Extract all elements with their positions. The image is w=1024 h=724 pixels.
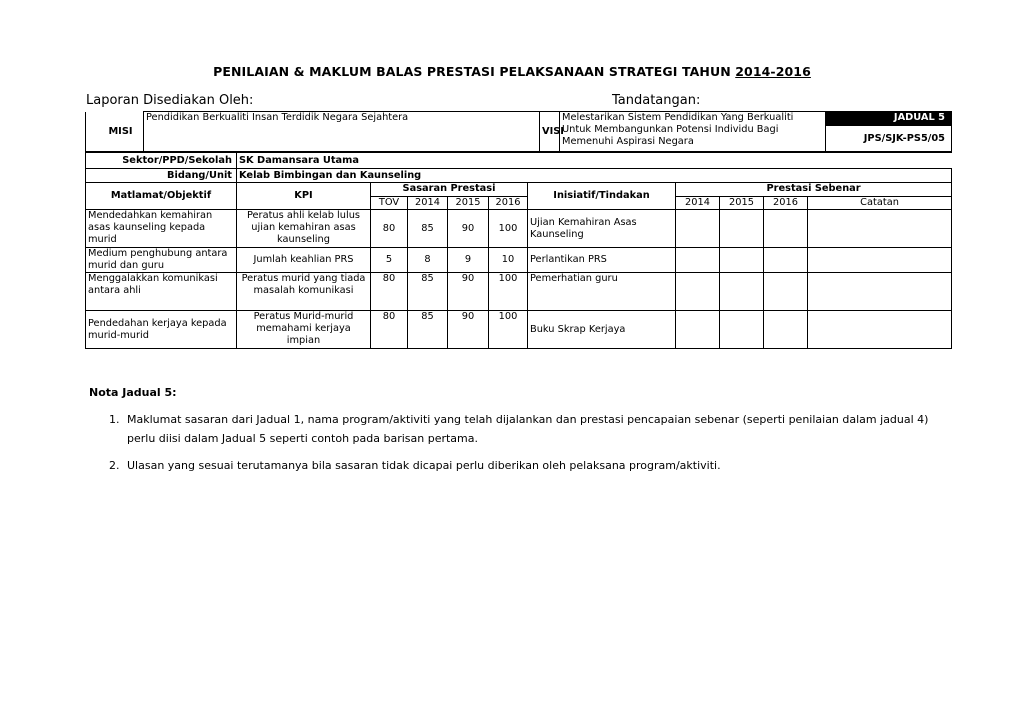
table-row <box>86 248 952 273</box>
visi-label: VISI <box>540 112 560 152</box>
bidang-value: Kelab Bimbingan dan Kaunseling <box>237 169 952 183</box>
form-code: JPS/SJK-PS5/05 <box>826 126 952 152</box>
row-objektif: Pendedahan kerjaya kepada murid-murid <box>86 311 237 349</box>
col-matlamat: Matlamat/Objektif <box>86 183 237 210</box>
bidang-label: Bidang/Unit <box>86 169 237 183</box>
row-s2016: 10 <box>489 248 528 273</box>
prepared-by-label: Laporan Disediakan Oleh: <box>86 93 254 108</box>
row-s2014: 85 <box>408 311 448 349</box>
misi-text: Pendidikan Berkualiti Insan Terdidik Negara Sejahtera <box>144 112 540 152</box>
col-2014: 2014 <box>408 197 448 210</box>
title-main: PENILAIAN & MAKLUM BALAS PRESTASI PELAKSANAAN STRATEGI TAHUN <box>213 64 736 79</box>
sektor-value: SK Damansara Utama <box>237 153 952 169</box>
row-inisiatif: Buku Skrap Kerjaya <box>528 311 676 349</box>
row-s2014: 85 <box>408 273 448 311</box>
row-tov: 80 <box>371 210 408 248</box>
signature-label: Tandatangan: <box>612 93 701 108</box>
mission-vision-table <box>85 111 952 152</box>
col-prestasi-2016: 2016 <box>764 197 808 210</box>
col-sasaran: Sasaran Prestasi <box>371 183 528 197</box>
col-prestasi: Prestasi Sebenar <box>676 183 952 197</box>
row-tov: 80 <box>371 311 408 349</box>
table-row <box>86 311 952 349</box>
row-s2015: 90 <box>448 311 489 349</box>
row-inisiatif: Pemerhatian guru <box>528 273 676 311</box>
note-number: 2. <box>109 459 120 472</box>
misi-label: MISI <box>86 126 144 140</box>
performance-table <box>85 152 952 349</box>
col-inisiatif: Inisiatif/Tindakan <box>528 183 676 210</box>
table-row <box>86 210 952 248</box>
row-objektif: Mendedahkan kemahiran asas kaunseling kepada murid <box>86 210 237 248</box>
row-s2016: 100 <box>489 311 528 349</box>
col-tov: TOV <box>371 197 408 210</box>
col-2015: 2015 <box>448 197 489 210</box>
note-text: Maklumat sasaran dari Jadual 1, nama program/aktiviti yang telah dijalankan dan prestasi pencapaian sebenar (seperti penilaian dalam jadual 4) perlu diisi dalam Jadual 5 seperti contoh pada barisan pertama. <box>127 413 929 445</box>
note-text: Ulasan yang sesuai terutamanya bila sasaran tidak dicapai perlu diberikan oleh pelaksana program/aktiviti. <box>127 459 721 472</box>
title-years: 2014-2016 <box>735 64 811 79</box>
row-tov: 5 <box>371 248 408 273</box>
row-inisiatif: Ujian Kemahiran Asas Kaunseling <box>528 210 676 248</box>
col-catatan: Catatan <box>808 197 952 210</box>
visi-text: Melestarikan Sistem Pendidikan Yang Berkualiti Untuk Membangunkan Potensi Individu Bagi Memenuhi Aspirasi Negara <box>560 112 826 152</box>
row-kpi: Peratus ahli kelab lulus ujian kemahiran asas kaunseling <box>237 210 371 248</box>
row-s2015: 90 <box>448 273 489 311</box>
row-kpi: Peratus murid yang tiada masalah komunikasi <box>237 273 371 311</box>
row-kpi: Peratus Murid-murid memahami kerjaya impian <box>237 311 371 349</box>
notes-section <box>89 383 949 483</box>
col-kpi: KPI <box>237 183 371 210</box>
note-item <box>89 456 949 475</box>
row-objektif: Menggalakkan komunikasi antara ahli <box>86 273 237 311</box>
col-prestasi-2015: 2015 <box>720 197 764 210</box>
col-prestasi-2014: 2014 <box>676 197 720 210</box>
col-2016: 2016 <box>489 197 528 210</box>
row-s2014: 85 <box>408 210 448 248</box>
row-s2015: 90 <box>448 210 489 248</box>
sektor-label: Sektor/PPD/Sekolah <box>86 153 237 169</box>
row-kpi: Jumlah keahlian PRS <box>237 248 371 273</box>
document-title <box>0 64 1024 79</box>
jadual-label: JADUAL 5 <box>826 112 952 126</box>
row-objektif: Medium penghubung antara murid dan guru <box>86 248 237 273</box>
row-s2014: 8 <box>408 248 448 273</box>
note-number: 1. <box>109 413 120 426</box>
notes-heading: Nota Jadual 5: <box>89 386 177 399</box>
row-s2016: 100 <box>489 273 528 311</box>
row-tov: 80 <box>371 273 408 311</box>
row-s2016: 100 <box>489 210 528 248</box>
row-s2015: 9 <box>448 248 489 273</box>
row-inisiatif: Perlantikan PRS <box>528 248 676 273</box>
table-row <box>86 273 952 311</box>
note-item <box>89 410 949 448</box>
